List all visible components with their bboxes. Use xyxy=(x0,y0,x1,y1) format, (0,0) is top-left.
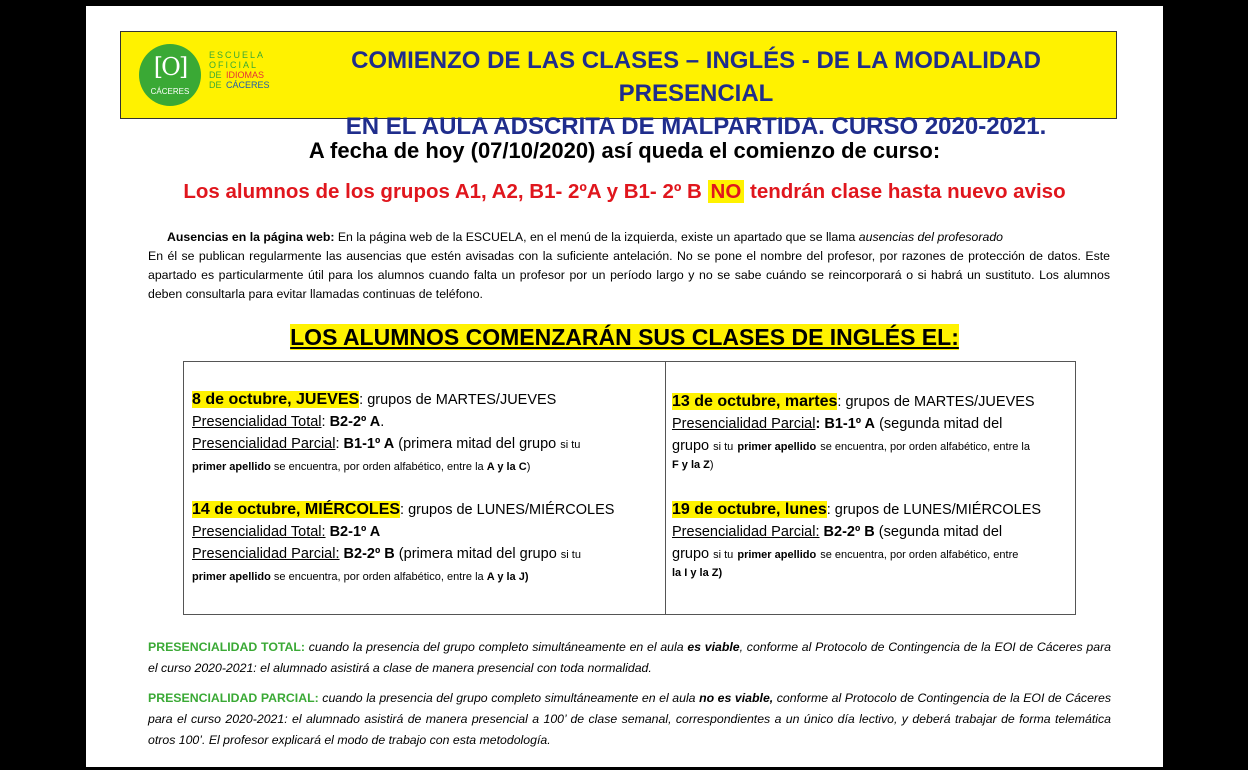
cell-groups: : grupos de LUNES/MIÉRCOLES xyxy=(826,502,1042,518)
cell-partial xyxy=(672,521,1068,543)
cell-total: Presencialidad Total: B2-2º A. xyxy=(192,414,385,430)
cell-note-c: se encuentra, por orden alfabético, entre la xyxy=(273,571,484,583)
cell-date-2: , MIÉRCOLES xyxy=(296,501,401,518)
cell-note-a: si tu xyxy=(560,439,581,451)
cell-date: 19 de octubre xyxy=(672,501,777,518)
cell-note-b: primer apellido xyxy=(192,461,271,473)
cell-note-c: se encuentra, por orden alfabético, entre xyxy=(820,549,1019,561)
cell-heading xyxy=(192,389,657,411)
column-divider xyxy=(665,362,666,614)
cell-note-a: si tu xyxy=(713,549,734,561)
cell-partial-note: (segunda mitad del xyxy=(878,524,1003,540)
cell-partial-value: B2-2º B xyxy=(823,524,875,540)
alert-text-2: tendrán clase hasta nuevo aviso xyxy=(750,180,1066,203)
intro-paragraph xyxy=(148,228,1110,304)
cell-note-b: primer apellido xyxy=(737,441,817,453)
header-box xyxy=(120,31,1117,140)
schedule-cell-oct-13 xyxy=(672,391,1068,472)
cell-note-b: primer apellido xyxy=(192,571,271,583)
intro-italic: ausencias del profesorado xyxy=(858,230,1004,244)
cell-groups: : grupos de LUNES/MIÉRCOLES xyxy=(400,502,615,518)
cell-note-a: si tu xyxy=(560,549,581,561)
definition-total-emphasis: es viable xyxy=(687,640,740,654)
cell-partial xyxy=(192,543,657,566)
cell-total-value: B2-2º A xyxy=(329,414,381,430)
cell-date: 8 de octubre, JUEVES xyxy=(192,391,360,408)
cell-note-d: la I y la Z) xyxy=(672,567,723,579)
schedule-cell-oct-14 xyxy=(192,499,657,588)
logo-city: CÁCERES xyxy=(150,87,190,96)
cell-groups: : grupos de MARTES/JUEVES xyxy=(359,392,557,408)
intro-first-line xyxy=(148,228,1110,247)
cell-heading xyxy=(672,391,1068,413)
school-line-2: OFICIAL xyxy=(209,60,259,70)
definition-total xyxy=(148,637,1111,679)
cell-partial-label: Presencialidad Parcial: xyxy=(672,524,820,540)
cell-partial-value: B1-1º A xyxy=(343,436,395,452)
cell-partial-value: B1-1º A xyxy=(824,416,876,432)
cell-note xyxy=(192,456,657,478)
cell-note-c: se encuentra, por orden alfabético, entre la xyxy=(820,441,1030,453)
cell-date-2: , lunes xyxy=(776,501,827,518)
cell-total-label: Presencialidad Total: xyxy=(192,524,326,540)
alert-line xyxy=(86,180,1163,204)
cell-partial-label: Presencialidad Parcial xyxy=(672,416,816,432)
cell-total-value: B2-1º A xyxy=(329,524,381,540)
cell-note xyxy=(672,543,1068,566)
alert-text: Los alumnos de los grupos A1, A2, B1- 2ºA y B1- 2º B xyxy=(183,180,702,203)
cell-note-e: ) xyxy=(709,459,714,471)
alert-no: NO xyxy=(708,180,745,203)
document-page xyxy=(86,6,1163,767)
school-caceres: CÁCERES xyxy=(226,80,270,90)
eoi-logo xyxy=(139,44,201,106)
cell-note-d: A y la C xyxy=(486,461,527,473)
cell-partial-note: (primera mitad del grupo xyxy=(398,436,557,452)
cell-partial-label: Presencialidad Parcial xyxy=(192,436,336,452)
cell-note-d: A y la J) xyxy=(486,571,529,583)
definition-total-text: cuando la presencia del grupo completo simultáneamente en el aula xyxy=(308,640,684,654)
cell-note-end xyxy=(672,566,1068,580)
intro-lead: Ausencias en la página web: xyxy=(167,230,335,244)
banner-heading xyxy=(86,324,1163,351)
intro-lead-text: En la página web de la ESCUELA, en el menú de la izquierda, existe un apartado que se llama xyxy=(337,230,856,244)
cell-partial-value: B2-2º B xyxy=(343,546,395,562)
cell-partial-label: Presencialidad Parcial: xyxy=(192,546,340,562)
school-name xyxy=(209,50,270,90)
definition-total-rest: , conforme al Protocolo de Contingencia de la EOI de Cáceres para el curso 2020-2021: el alumnado asistirá a clase de manera presencial con toda normalidad. xyxy=(148,640,1111,675)
school-idiomas: IDIOMAS xyxy=(226,70,265,80)
cell-heading xyxy=(192,499,657,521)
definition-partial xyxy=(148,688,1111,751)
cell-heading xyxy=(672,499,1068,521)
definition-partial-rest: conforme al Protocolo de Contingencia de la EOI de Cáceres para el curso 2020-2021: el alumnado asistirá de manera presencial a 100’ de clase semanal, correspondientes a un único día lectivo, y deberá trabajar de forma telemática otros 100’. El profesor explicará el modo de trabajo con esta metodología. xyxy=(148,691,1112,747)
page-title xyxy=(281,44,1111,143)
cell-date-2: , martes xyxy=(776,393,838,410)
definition-partial-text: cuando la presencia del grupo completo simultáneamente en el aula xyxy=(322,691,696,705)
cell-note-e: ) xyxy=(526,461,531,473)
definition-partial-term: PRESENCIALIDAD PARCIAL: xyxy=(148,691,319,705)
cell-grupo: grupo xyxy=(672,546,710,562)
cell-total-label: Presencialidad Total xyxy=(192,414,322,430)
banner-text: LOS ALUMNOS COMENZARÁN SUS CLASES DE INGLÉS EL: xyxy=(290,324,959,350)
cell-date: 14 de octubre xyxy=(192,501,297,518)
school-de: DE xyxy=(209,70,222,80)
cell-partial-note: (primera mitad del grupo xyxy=(398,546,557,562)
cell-date: 13 de octubre xyxy=(672,393,777,410)
cell-partial: Presencialidad Parcial: B1-1º A (primera mitad del grupo si tu xyxy=(192,436,581,452)
cell-partial-note: (segunda mitad del xyxy=(879,416,1003,432)
school-line-1: ESCUELA xyxy=(209,50,266,60)
cell-note xyxy=(192,566,657,588)
cell-note-a: si tu xyxy=(713,441,734,453)
cell-note-c: se encuentra, por orden alfabético, entre la xyxy=(273,461,484,473)
school-de-2: DE xyxy=(209,80,222,90)
intro-body: En él se publican regularmente las ausencias que estén avisadas con la suficiente antelación. No se pone el nombre del profesor, por razones de protección de datos. Este apartado es particularmente útil para los alumnos cuando falta un profesor por un período largo y no se sabe cuándo se reincorporará o si habrá un sustituto. Los alumnos deben consultarla para evitar llamadas continuas de teléfono. xyxy=(148,249,1110,301)
cell-note-end xyxy=(672,458,1068,472)
definition-total-term: PRESENCIALIDAD TOTAL: xyxy=(148,640,305,654)
schedule-cell-oct-8 xyxy=(192,389,657,478)
cell-groups: : grupos de MARTES/JUEVES xyxy=(837,394,1035,410)
school-line-3 xyxy=(209,70,270,80)
title-line-2: EN EL AULA ADSCRITA DE MALPARTIDA. CURSO 2020-2021. xyxy=(345,113,1047,140)
school-line-4 xyxy=(209,80,270,90)
title-line-1: COMIENZO DE LAS CLASES – INGLÉS - DE LA MODALIDAD PRESENCIAL xyxy=(351,47,1041,107)
logo-mark: [O] xyxy=(153,53,187,81)
schedule-cell-oct-19 xyxy=(672,499,1068,580)
cell-grupo: grupo xyxy=(672,438,710,454)
definition-partial-emphasis: no es viable, xyxy=(699,691,774,705)
cell-note-d: F y la Z xyxy=(672,459,710,471)
subtitle: A fecha de hoy (07/10/2020) así queda el comienzo de curso: xyxy=(308,138,941,163)
cell-total xyxy=(192,521,657,543)
cell-partial: Presencialidad Parcial: B1-1º A (segunda mitad del xyxy=(672,416,1003,432)
cell-note-b: primer apellido xyxy=(737,549,817,561)
schedule-table xyxy=(183,361,1076,615)
cell-note xyxy=(672,435,1068,458)
